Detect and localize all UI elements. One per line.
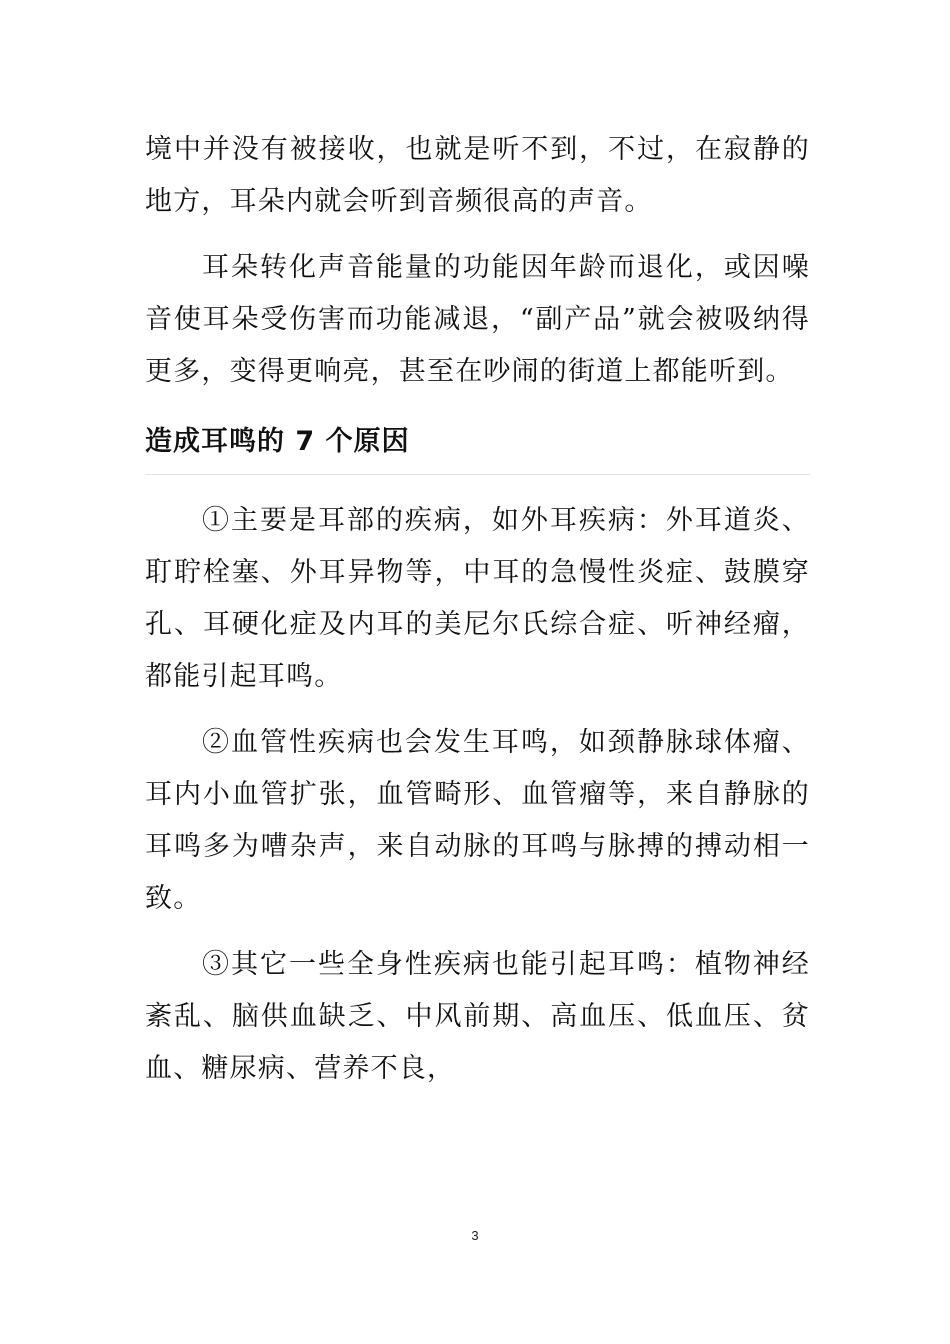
paragraph-continuation: 境中并没有被接收，也就是听不到，不过，在寂静的地方，耳朵内就会听到音频很高的声音。 (145, 134, 810, 217)
reason-item-1: ①主要是耳部的疾病，如外耳疾病：外耳道炎、耵聍栓塞、外耳异物等，中耳的急慢性炎症、鼓膜穿孔、耳硬化症及内耳的美尼尔氏综合症、听神经瘤，都能引起耳鸣。 (145, 505, 810, 692)
reason-item-2: ②血管性疾病也会发生耳鸣，如颈静脉球体瘤、耳内小血管扩张，血管畸形、血管瘤等，来自静脉的耳鸣多为嘈杂声，来自动脉的耳鸣与脉搏的搏动相一致。 (145, 727, 810, 914)
reason-item-3: ③其它一些全身性疾病也能引起耳鸣：植物神经紊乱、脑供血缺乏、中风前期、高血压、低血压、贫血、糖尿病、营养不良， (145, 949, 810, 1084)
paragraph-ear-function: 耳朵转化声音能量的功能因年龄而退化，或因噪音使耳朵受伤害而功能减退，“副产品”就会被吸纳得更多，变得更响亮，甚至在吵闹的街道上都能听到。 (145, 252, 810, 387)
page-number: 3 (471, 1228, 479, 1243)
document-body (145, 124, 810, 1109)
section-heading: 造成耳鸣的 7 个原因 (145, 420, 810, 475)
